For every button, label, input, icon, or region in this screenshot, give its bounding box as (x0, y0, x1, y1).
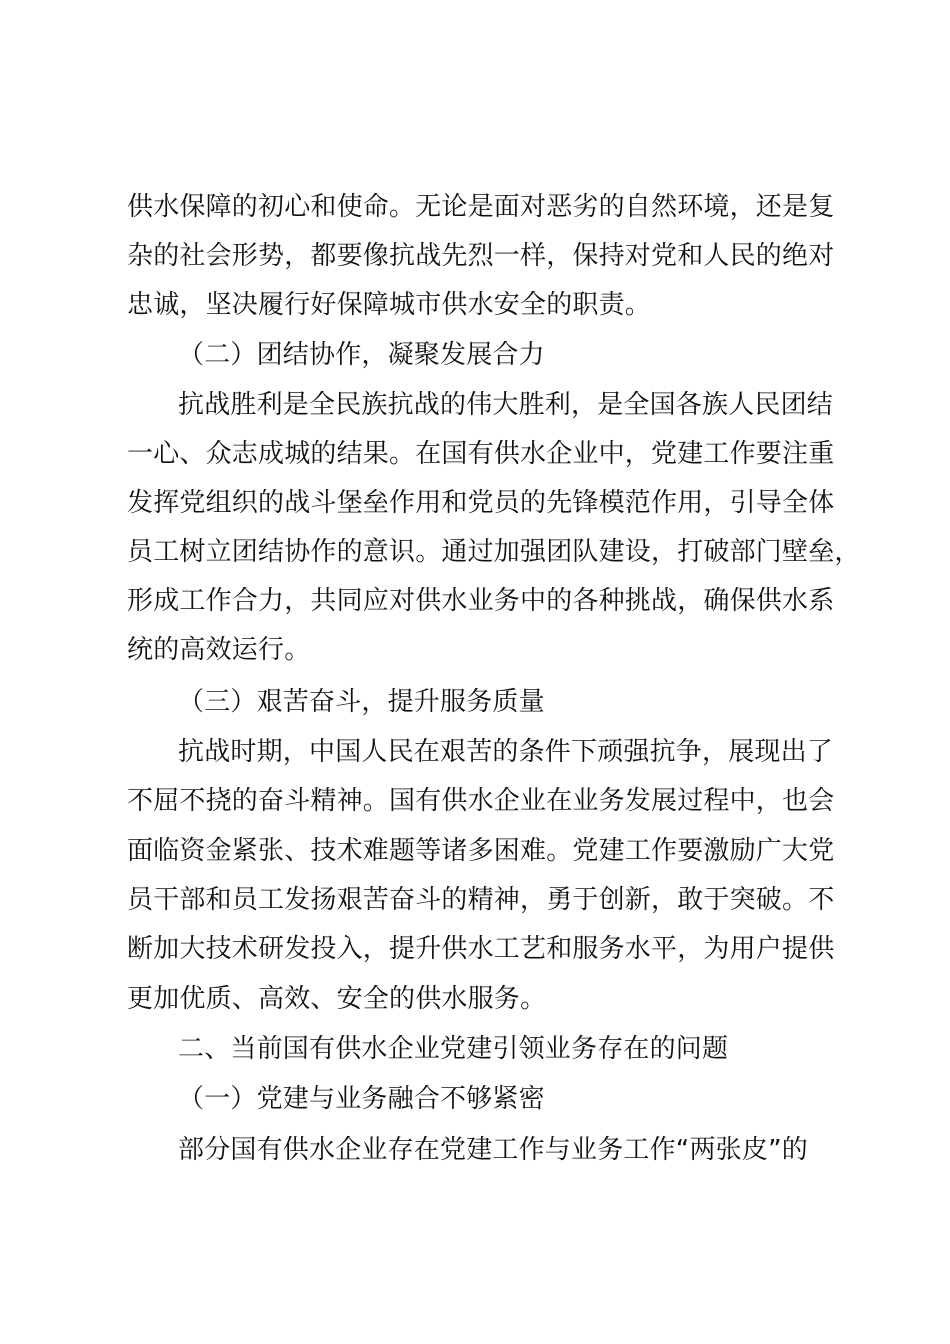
paragraph-line: 员工树立团结协作的意识。通过加强团队建设，打破部门壁垒， (127, 537, 861, 567)
paragraph-line: 更加优质、高效、安全的供水服务。 (127, 984, 547, 1014)
paragraph-line: 面临资金紧张、技术难题等诸多困难。党建工作要激励广大党 (127, 836, 835, 866)
paragraph-line: 供水保障的初心和使命。无论是面对恶劣的自然环境，还是复 (127, 192, 835, 222)
section-heading: （二）团结协作，凝聚发展合力 (178, 340, 545, 370)
paragraph-line: 形成工作合力，共同应对供水业务中的各种挑战，确保供水系 (127, 586, 835, 616)
paragraph-line: 断加大技术研发投入，提升供水工艺和服务水平，为用户提供 (127, 934, 835, 964)
paragraph-line: 不屈不挠的奋斗精神。国有供水企业在业务发展过程中，也会 (127, 786, 835, 816)
chapter-heading: 二、当前国有供水企业党建引领业务存在的问题 (178, 1034, 729, 1064)
paragraph-line: 一心、众志成城的结果。在国有供水企业中，党建工作要注重 (127, 439, 835, 469)
paragraph-line: 部分国有供水企业存在党建工作与业务工作“两张皮”的 (178, 1135, 808, 1165)
paragraph-line: 发挥党组织的战斗堡垒作用和党员的先锋模范作用，引导全体 (127, 488, 835, 518)
paragraph-line: 忠诚，坚决履行好保障城市供水安全的职责。 (127, 290, 652, 320)
section-heading: （一）党建与业务融合不够紧密 (178, 1084, 545, 1114)
paragraph-line: 杂的社会形势，都要像抗战先烈一样，保持对党和人民的绝对 (127, 241, 835, 271)
section-heading: （三）艰苦奋斗，提升服务质量 (178, 687, 545, 717)
paragraph-line: 抗战时期，中国人民在艰苦的条件下顽强抗争，展现出了 (178, 737, 834, 767)
paragraph-line: 抗战胜利是全民族抗战的伟大胜利，是全国各族人民团结 (178, 390, 834, 420)
paragraph-line: 统的高效运行。 (127, 635, 311, 665)
paragraph-line: 员干部和员工发扬艰苦奋斗的精神，勇于创新，敢于突破。不 (127, 885, 835, 915)
